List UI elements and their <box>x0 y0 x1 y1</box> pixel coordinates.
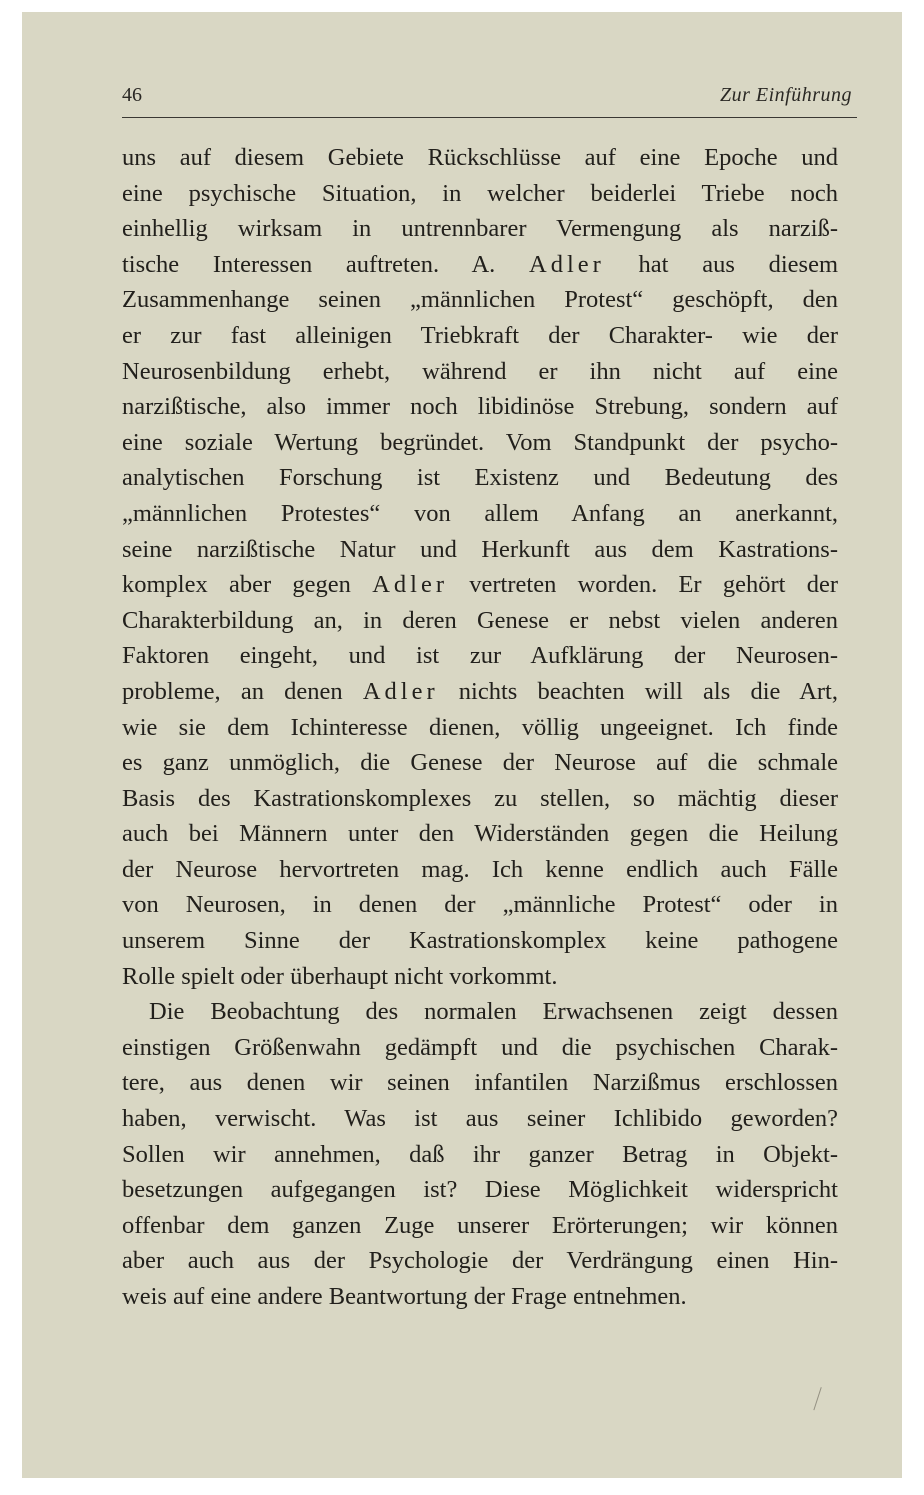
text-line: weis auf eine andere Beantwortung der Frage entnehmen. <box>122 1283 687 1310</box>
text-line: einstigen Größenwahn gedämpft und die psychischen Charak- <box>122 1033 838 1061</box>
author-name: Adler <box>362 677 439 705</box>
text-line: Neurosenbildung erhebt, während er ihn nicht auf eine <box>122 357 838 385</box>
text-line: Rolle spielt oder überhaupt nicht vorkommt. <box>122 962 558 990</box>
text-line: seine narzißtische Natur und Herkunft aus dem Kastrations- <box>122 535 838 563</box>
body-text <box>122 140 838 1315</box>
text-line: offenbar dem ganzen Zuge unserer Erörterungen; wir können <box>122 1211 838 1239</box>
text-line: probleme, an denen Adler nichts beachten will als die Art, <box>122 677 838 705</box>
text-line: besetzungen aufgegangen ist? Diese Möglichkeit widerspricht <box>122 1176 838 1204</box>
text-line: Faktoren eingeht, und ist zur Aufklärung der Neurosen- <box>122 642 838 670</box>
page-number: 46 <box>122 84 142 106</box>
book-page <box>22 12 902 1478</box>
text-line: aber auch aus der Psychologie der Verdrängung einen Hin- <box>122 1247 838 1275</box>
text-line: einhellig wirksam in untrennbarer Vermengung als narziß- <box>122 215 838 243</box>
text-line: Sollen wir annehmen, daß ihr ganzer Betrag in Objekt- <box>122 1140 838 1168</box>
text-line: tere, aus denen wir seinen infantilen Narzißmus erschlossen <box>122 1069 838 1097</box>
page-header <box>122 84 862 114</box>
author-name: Adler <box>529 250 605 278</box>
text-line: eine psychische Situation, in welcher beiderlei Triebe noch <box>122 179 838 207</box>
text-line: unserem Sinne der Kastrationskomplex keine pathogene <box>122 927 838 955</box>
text-line: tische Interessen auftreten. A. Adler hat aus diesem <box>122 250 838 278</box>
text-line: Basis des Kastrationskomplexes zu stellen, so mächtig dieser <box>122 784 838 812</box>
text-line: es ganz unmöglich, die Genese der Neurose auf die schmale <box>122 749 838 777</box>
running-title: Zur Einführung <box>719 84 852 106</box>
text-line: Zusammenhange seinen „männlichen Protest“ geschöpft, den <box>122 286 838 314</box>
text-line: Die Beobachtung des normalen Erwachsenen zeigt dessen <box>149 998 838 1026</box>
text-line: wie sie dem Ichinteresse dienen, völlig ungeeignet. Ich finde <box>122 713 838 741</box>
author-name: Adler <box>372 571 448 599</box>
text-line: narzißtische, also immer noch libidinöse Strebung, sondern auf <box>122 393 838 421</box>
text-line: er zur fast alleinigen Triebkraft der Charakter- wie der <box>122 321 838 349</box>
text-line: Charakterbildung an, in deren Genese er nebst vielen anderen <box>122 606 838 634</box>
text-line: analytischen Forschung ist Existenz und Bedeutung des <box>122 464 838 492</box>
text-line: „männlichen Protestes“ von allem Anfang an anerkannt, <box>122 499 838 527</box>
text-line: von Neurosen, in denen der „männliche Protest“ oder in <box>122 891 838 919</box>
header-rule <box>122 117 857 118</box>
pencil-mark <box>813 1387 823 1411</box>
text-line: eine soziale Wertung begründet. Vom Standpunkt der psycho- <box>122 428 838 456</box>
text-line: der Neurose hervortreten mag. Ich kenne endlich auch Fälle <box>122 855 838 883</box>
text-line: komplex aber gegen Adler vertreten worden. Er gehört der <box>122 571 838 599</box>
paragraph-1 <box>122 140 838 994</box>
text-line: uns auf diesem Gebiete Rückschlüsse auf eine Epoche und <box>122 144 838 171</box>
text-line: auch bei Männern unter den Widerständen gegen die Heilung <box>122 820 838 848</box>
paragraph-2 <box>122 994 838 1314</box>
text-line: haben, verwischt. Was ist aus seiner Ichlibido geworden? <box>122 1105 838 1133</box>
